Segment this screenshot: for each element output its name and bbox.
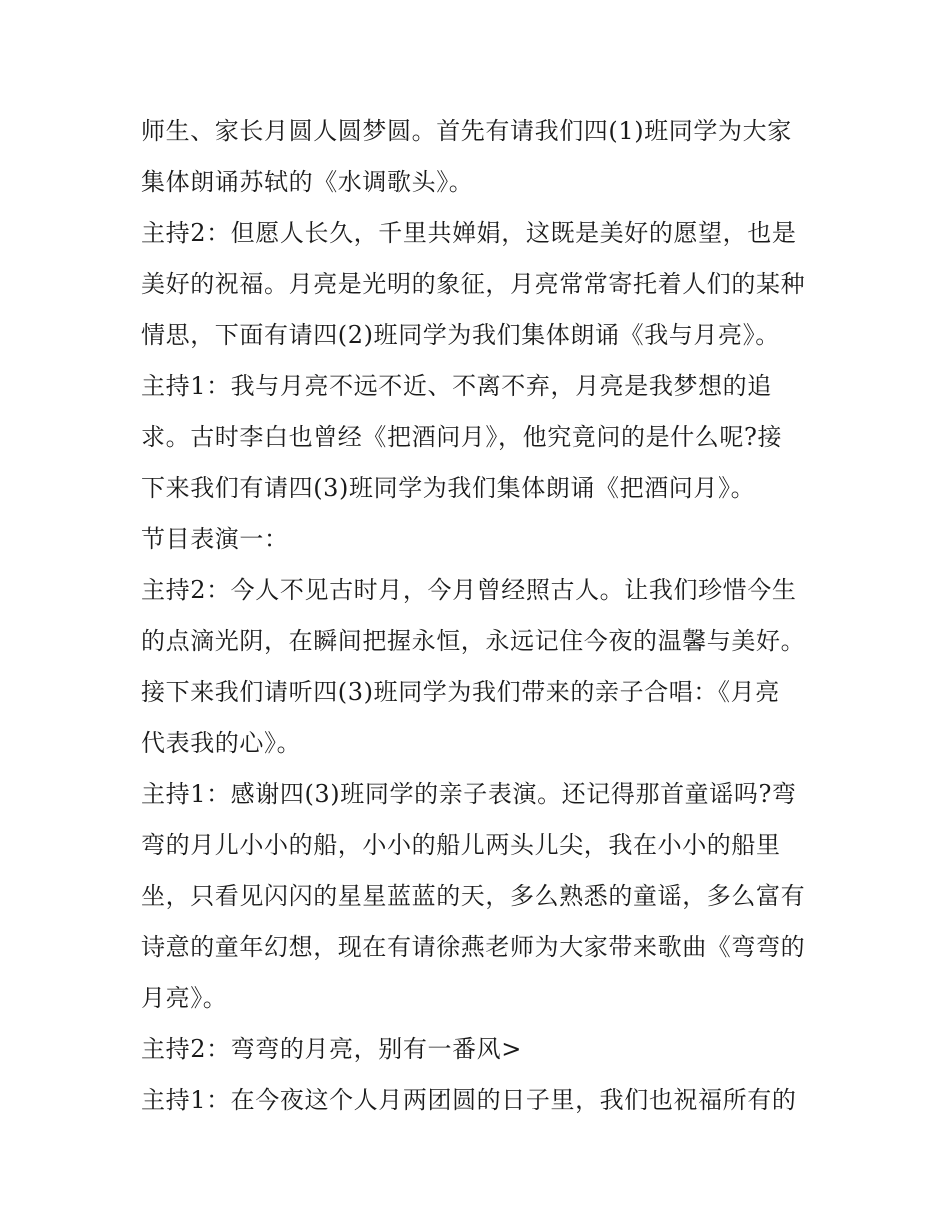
text-line: 主持2：但愿人长久，千里共婵娟，这既是美好的愿望，也是 — [141, 219, 797, 247]
text-line: 求。古时李白也曾经《把酒问月》，他究竟问的是什么呢?接 — [141, 423, 783, 451]
text-line: 主持1：感谢四(3)班同学的亲子表演。还记得那首童谣吗?弯 — [141, 780, 797, 808]
text-line: 弯的月儿小小的船，小小的船儿两头儿尖，我在小小的船里 — [141, 831, 781, 859]
text-line: 美好的祝福。月亮是光明的象征，月亮常常寄托着人们的某种 — [141, 270, 806, 298]
text-line: 师生、家长月圆人圆梦圆。首先有请我们四(1)班同学为大家 — [141, 117, 792, 145]
document-body — [141, 106, 821, 1126]
text-line: 代表我的心》。 — [141, 729, 302, 757]
text-line: 主持1：在今夜这个人月两团圆的日子里，我们也祝福所有的 — [141, 1086, 797, 1114]
text-line: 接下来我们请听四(3)班同学为我们带来的亲子合唱：《月亮 — [141, 678, 780, 706]
text-line: 主持2：今人不见古时月，今月曾经照古人。让我们珍惜今生 — [141, 576, 797, 604]
text-line: 月亮》。 — [141, 984, 228, 1012]
text-line: 主持1：我与月亮不远不近、不离不弃，月亮是我梦想的追 — [141, 372, 772, 400]
text-line: 集体朗诵苏轼的《水调歌头》。 — [141, 168, 474, 196]
text-line: 的点滴光阴，在瞬间把握永恒，永远记住今夜的温馨与美好。 — [141, 627, 806, 655]
section-heading: 节目表演一： — [141, 525, 289, 553]
text-line: 下来我们有请四(3)班同学为我们集体朗诵《把酒问月》。 — [141, 474, 756, 502]
text-line: 诗意的童年幻想，现在有请徐燕老师为大家带来歌曲《弯弯的 — [141, 933, 806, 961]
text-line: 坐，只看见闪闪的星星蓝蓝的天，多么熟悉的童谣，多么富有 — [141, 882, 806, 910]
text-line: 主持2：弯弯的月亮，别有一番风> — [141, 1035, 522, 1063]
text-line: 情思，下面有请四(2)班同学为我们集体朗诵《我与月亮》。 — [141, 321, 780, 349]
